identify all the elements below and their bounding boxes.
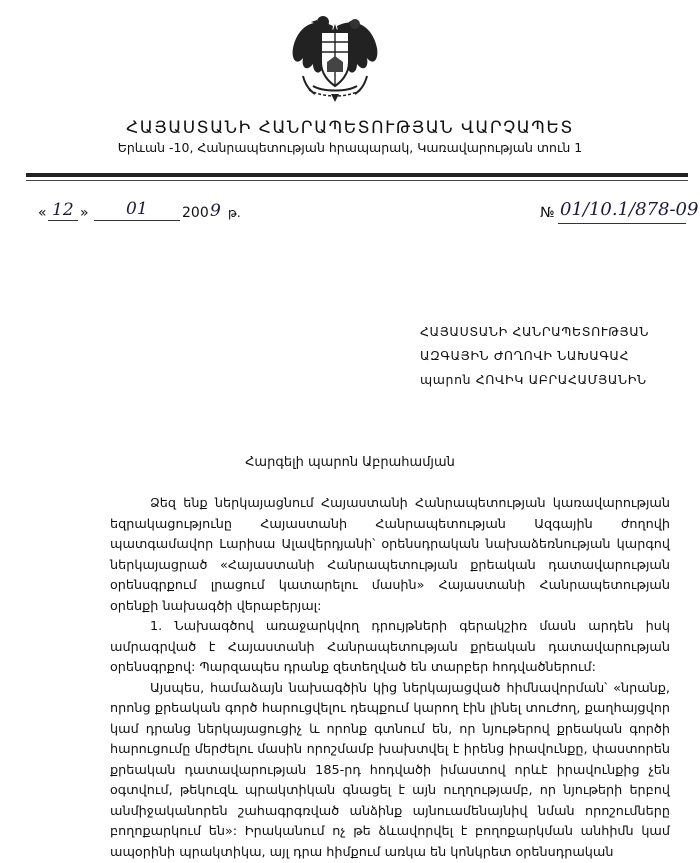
date-year-suffix: թ. — [228, 206, 241, 220]
date-close-quote: » — [80, 205, 89, 221]
date-month-underline — [94, 220, 180, 221]
reference-number — [540, 203, 690, 227]
date-day: 12 — [52, 200, 74, 220]
date-open-quote: « — [38, 205, 47, 221]
body-paragraph-1: Ձեզ ենք ներկայացնում Հայաստանի Հանրապետության կառավարության եզրակացությունը Հայաստանի Հանրապետության Ազգային ժողովի պատգամավոր Լարիսա Ալավերդյանի՝ օրենսդրական նախաձեռնության կարգով ներկայացրած «Հայաստանի Հանրապետության քրեական դատավարության օրենսգրքում լրացում կատարելու մասին» Հայաստանի Հանրապետության օրենքի նախագծի վերաբերյալ: — [110, 494, 670, 617]
addressee-block — [420, 320, 649, 392]
date-year-digit: 9 — [210, 201, 221, 221]
header-divider-thick — [26, 173, 688, 177]
header-divider-thin — [26, 180, 688, 181]
date-year-prefix: 200 — [182, 205, 209, 221]
organization-address: Երևան -10, Հանրապետության հրապարակ, Կառավարության տուն 1 — [0, 140, 700, 155]
body-paragraph-2: 1. Նախագծով առաջարկվող դրույթների գերակշիռ մասն արդեն իսկ ամրագրված է Հայաստանի Հանրապետության քրեական դատավարության օրենսգրքով: Պարզապես դրանք զետեղված են տարբեր հոդվածներում: — [110, 617, 670, 679]
date-day-underline — [48, 220, 78, 221]
date-month: 01 — [126, 199, 148, 219]
reference-number-sign: № — [540, 205, 555, 221]
organization-title: ՀԱՅԱՍՏԱՆԻ ՀԱՆՐԱՊԵՏՈՒԹՅԱՆ ՎԱՐՉԱՊԵՏ — [0, 118, 700, 138]
letter-body — [110, 494, 670, 863]
coat-of-arms-logo — [283, 6, 387, 106]
salutation: Հարգելի պարոն Աբրահամյան — [0, 455, 700, 470]
reference-underline — [558, 223, 686, 224]
addressee-line-3: պարոն ՀՈՎԻԿ ԱԲՐԱՀԱՄՅԱՆԻՆ — [420, 368, 649, 392]
reference-number-value: 01/10.1/878-09 — [560, 199, 698, 220]
addressee-line-2: ԱԶԳԱՅԻՆ ԺՈՂՈՎԻ ՆԱԽԱԳԱՀ — [420, 344, 649, 368]
body-paragraph-3: Այսպես, համաձայն նախագծին կից ներկայացված հիմնավորման՝ «նրանք, որոնց քրեական գործ հարուցվելու դեպքում կարող էին լինել տուժող, քաղհայցվոր կամ դրանց ներկայացուցիչ և որոնք գտնում են, որ նյութերով քրեական գործի հարուցումը մերժելու մասին որոշմամբ խախտվել է իրենց իրավունքը, փաստորեն քրեական դատավարության 185-րդ հոդվածի իմաստով որևէ իրավունքից չեն օգտվում, թեկուզև պրակտիկան գնացել է այն ուղղությամբ, որ նյութերի երբով անմիջականորեն շահագրգռված անձինք այնուամենայնիվ նման որոշումները բողոքարկում են»: Իրականում ոչ թե ձևավորվել է բողոքարկման անհիմն կամ ապօրինի պրակտիկա, այլ դրա հիմքում առկա են կոնկրետ օրենսդրական — [110, 679, 670, 863]
addressee-line-1: ՀԱՅԱՍՏԱՆԻ ՀԱՆՐԱՊԵՏՈՒԹՅԱՆ — [420, 320, 649, 344]
